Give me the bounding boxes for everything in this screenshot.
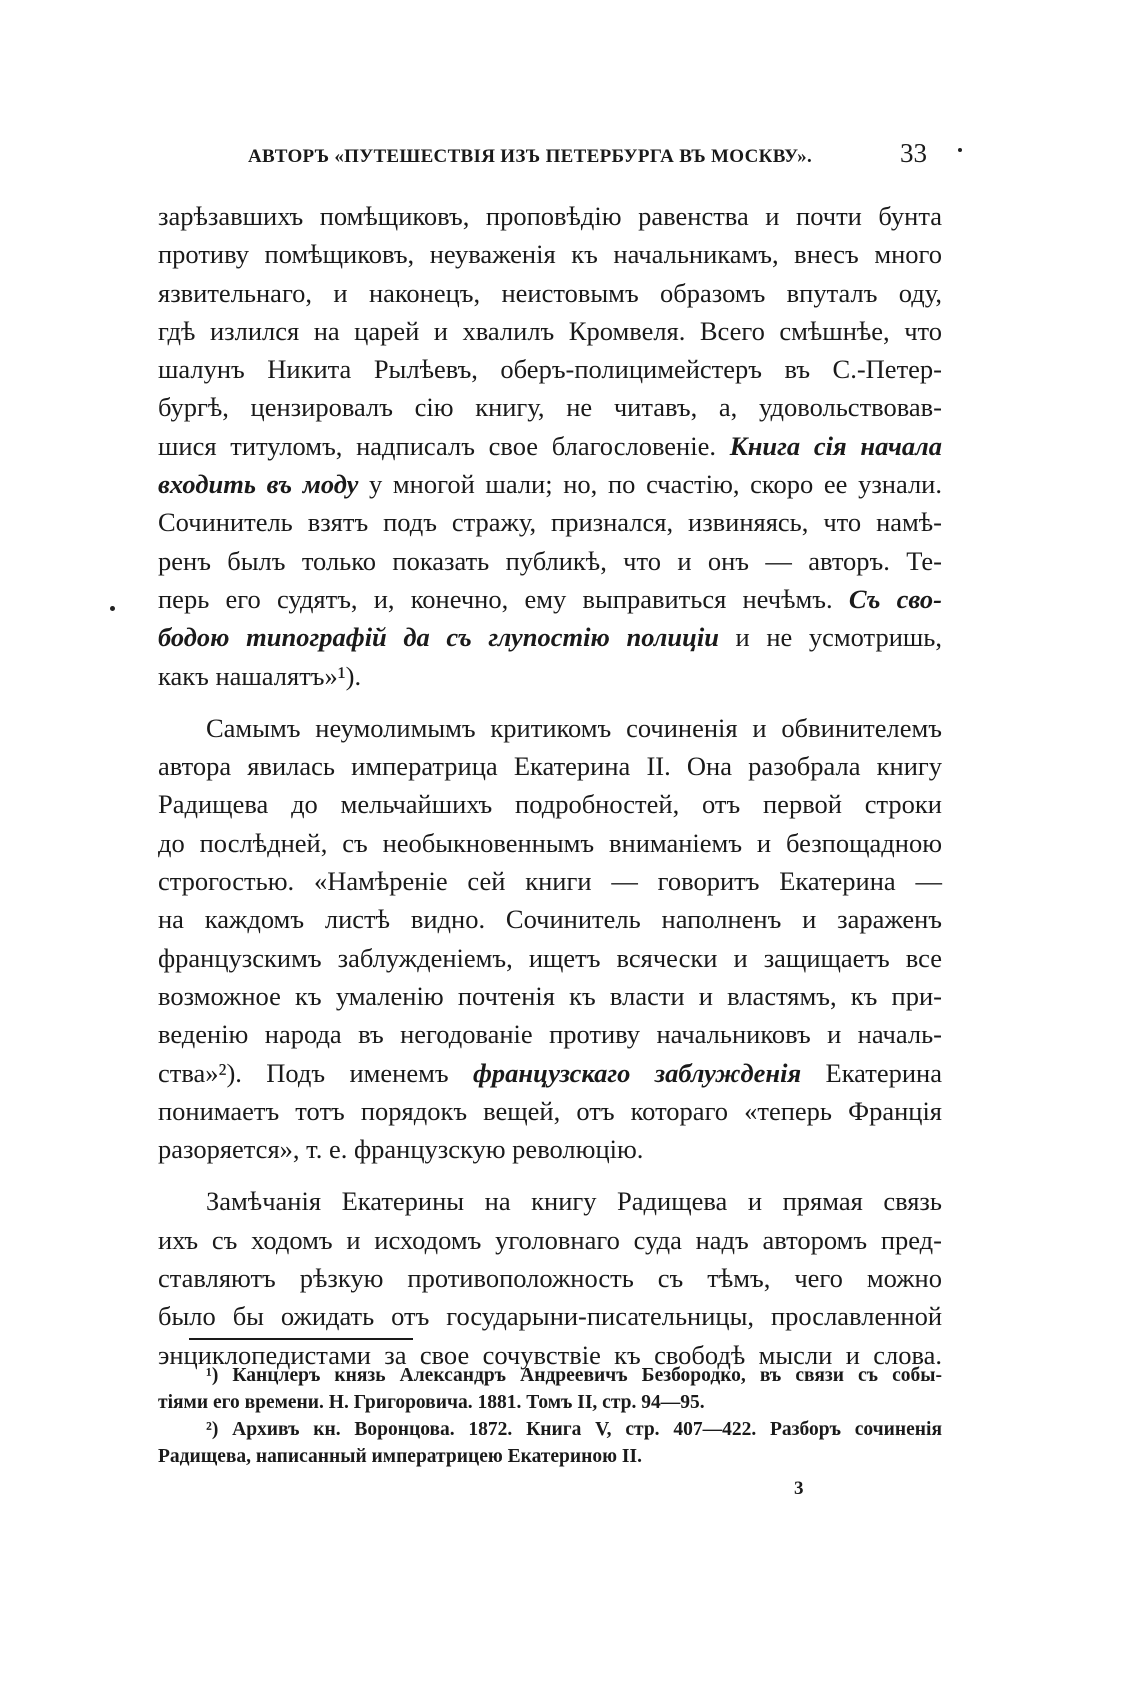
italic-phrase: французскаго заблужденія (472, 1057, 802, 1088)
text-segment: Екатерина (801, 1057, 942, 1088)
footnote-rule (189, 1338, 413, 1340)
text-segment: ства»²). Подъ именемъ (158, 1057, 473, 1088)
text-segment: на каждомъ листѣ видно. Сочинитель наполненъ и зараженъ (158, 904, 942, 935)
text-line (158, 312, 942, 350)
footnote-2-line-1: ²) Архивъ кн. Воронцова. 1872. Книга V, стр. 407—422. Разборъ сочиненія (206, 1419, 942, 1440)
text-segment: ренъ былъ только показать публикѣ, что и онъ — авторъ. Те- (158, 545, 942, 576)
margin-dot (958, 148, 962, 152)
text-segment: французскимъ заблужденіемъ, ищетъ всячески и защищаетъ все (158, 942, 942, 973)
italic-phrase: Книга сія начала (729, 430, 943, 461)
text-line (158, 274, 942, 312)
text-line (158, 1182, 942, 1220)
text-segment: Замѣчанія Екатерины на книгу Радищева и прямая связь (206, 1186, 942, 1217)
text-line (158, 977, 942, 1015)
text-segment: у многой шали; но, по счастію, скоро ее узнали. (358, 469, 942, 500)
text-line (158, 939, 942, 977)
text-line (158, 427, 942, 465)
text-line (158, 618, 942, 656)
text-line (158, 350, 942, 388)
page-number: 33 (900, 138, 927, 168)
text-line (158, 1297, 942, 1335)
text-line (158, 465, 942, 503)
paragraph-gap (158, 695, 942, 709)
running-title: АВТОРЪ «ПУТЕШЕСТВІЯ ИЗЪ ПЕТЕРБУРГА ВЪ МОСКВУ». (248, 146, 813, 167)
text-segment: шися титуломъ, надписалъ свое благословеніе. (158, 430, 730, 461)
text-segment: строгостью. «Намѣреніе сей книги — говоритъ Екатерина — (158, 866, 942, 897)
text-line (158, 1221, 942, 1259)
text-segment: возможное къ умаленію почтенія къ власти и властямъ, къ при- (158, 980, 942, 1011)
italic-phrase: бодою типографій да съ глупостію полиціи (158, 622, 719, 653)
body-text (158, 197, 942, 1374)
text-segment: Радищева до мельчайшихъ подробностей, отъ первой строки (158, 789, 942, 820)
text-line (158, 235, 942, 273)
text-segment: гдѣ излился на царей и хвалилъ Кромвеля. Всего смѣшнѣе, что (158, 315, 942, 346)
text-line (158, 1259, 942, 1297)
text-segment: энциклопедистами за свое сочувствіе къ свободѣ мысли и слова. (158, 1339, 942, 1370)
paragraph-gap (158, 1168, 942, 1182)
text-line (158, 503, 942, 541)
text-line (158, 1054, 942, 1092)
text-segment: ихъ съ ходомъ и исходомъ уголовнаго суда надъ авторомъ пред- (158, 1224, 942, 1255)
text-segment: и не усмотришь, (718, 622, 943, 653)
margin-dot (110, 606, 115, 611)
text-line (158, 1130, 942, 1168)
text-segment: было бы ожидать отъ государыни-писательницы, прославленной (158, 1301, 942, 1332)
text-line (158, 657, 942, 695)
text-line (158, 824, 942, 862)
text-line (158, 900, 942, 938)
text-line (158, 580, 942, 618)
text-segment: противу помѣщиковъ, неуваженія къ начальникамъ, внесъ много (158, 239, 942, 270)
italic-phrase: входить въ моду (158, 469, 359, 500)
text-segment: какъ нашалятъ»¹). (158, 660, 362, 691)
text-line (158, 1092, 942, 1130)
text-segment: до послѣдней, съ необыкновеннымъ вниманіемъ и безпощадною (158, 827, 942, 858)
text-segment: Сочинитель взятъ подъ стражу, признался, извиняясь, что намѣ- (158, 507, 942, 538)
text-segment: зарѣзавшихъ помѣщиковъ, проповѣдію равенства и почти бунта (158, 201, 942, 231)
signature-mark: 3 (794, 1478, 804, 1499)
text-line (158, 785, 942, 823)
text-segment: язвительнаго, и наконецъ, неистовымъ образомъ впуталъ оду, (158, 277, 942, 308)
text-segment: Самымъ неумолимымъ критикомъ сочиненія и обвинителемъ (206, 712, 942, 743)
footnote-1-line-1: ¹) Канцлеръ князь Александръ Андреевичъ Безбородко, въ связи съ собы- (206, 1365, 942, 1386)
text-line (158, 388, 942, 426)
italic-phrase: Съ сво- (848, 583, 942, 614)
text-line (158, 197, 942, 235)
footnotes (158, 1362, 942, 1470)
text-segment: автора явилась императрица Екатерина II. Она разобрала книгу (158, 751, 942, 782)
text-line (158, 862, 942, 900)
running-head (158, 138, 948, 178)
text-segment: разоряется», т. е. французскую революцію. (158, 1134, 644, 1165)
footnote-2-line-2: Радищева, написанный императрицею Екатериною II. (158, 1446, 642, 1467)
text-line (158, 709, 942, 747)
text-line (158, 1015, 942, 1053)
text-line (158, 747, 942, 785)
footnote-1-line-2: тіями его времени. Н. Григоровича. 1881. Томъ II, стр. 94—95. (158, 1392, 705, 1413)
text-segment: веденію народа въ негодованіе противу начальниковъ и началь- (158, 1019, 942, 1050)
text-segment: понимаетъ тотъ порядокъ вещей, отъ котораго «теперь Франція (158, 1095, 942, 1126)
text-line (158, 542, 942, 580)
text-segment: ставляютъ рѣзкую противоположность съ тѣмъ, чего можно (158, 1263, 942, 1294)
text-segment: перь его судятъ, и, конечно, ему выправиться нечѣмъ. (158, 583, 849, 614)
text-segment: шалунъ Никита Рылѣевъ, оберъ-полицимейстеръ въ С.-Петер- (158, 354, 942, 385)
text-segment: бургѣ, цензировалъ сію книгу, не читавъ, а, удовольствовав- (158, 392, 942, 423)
